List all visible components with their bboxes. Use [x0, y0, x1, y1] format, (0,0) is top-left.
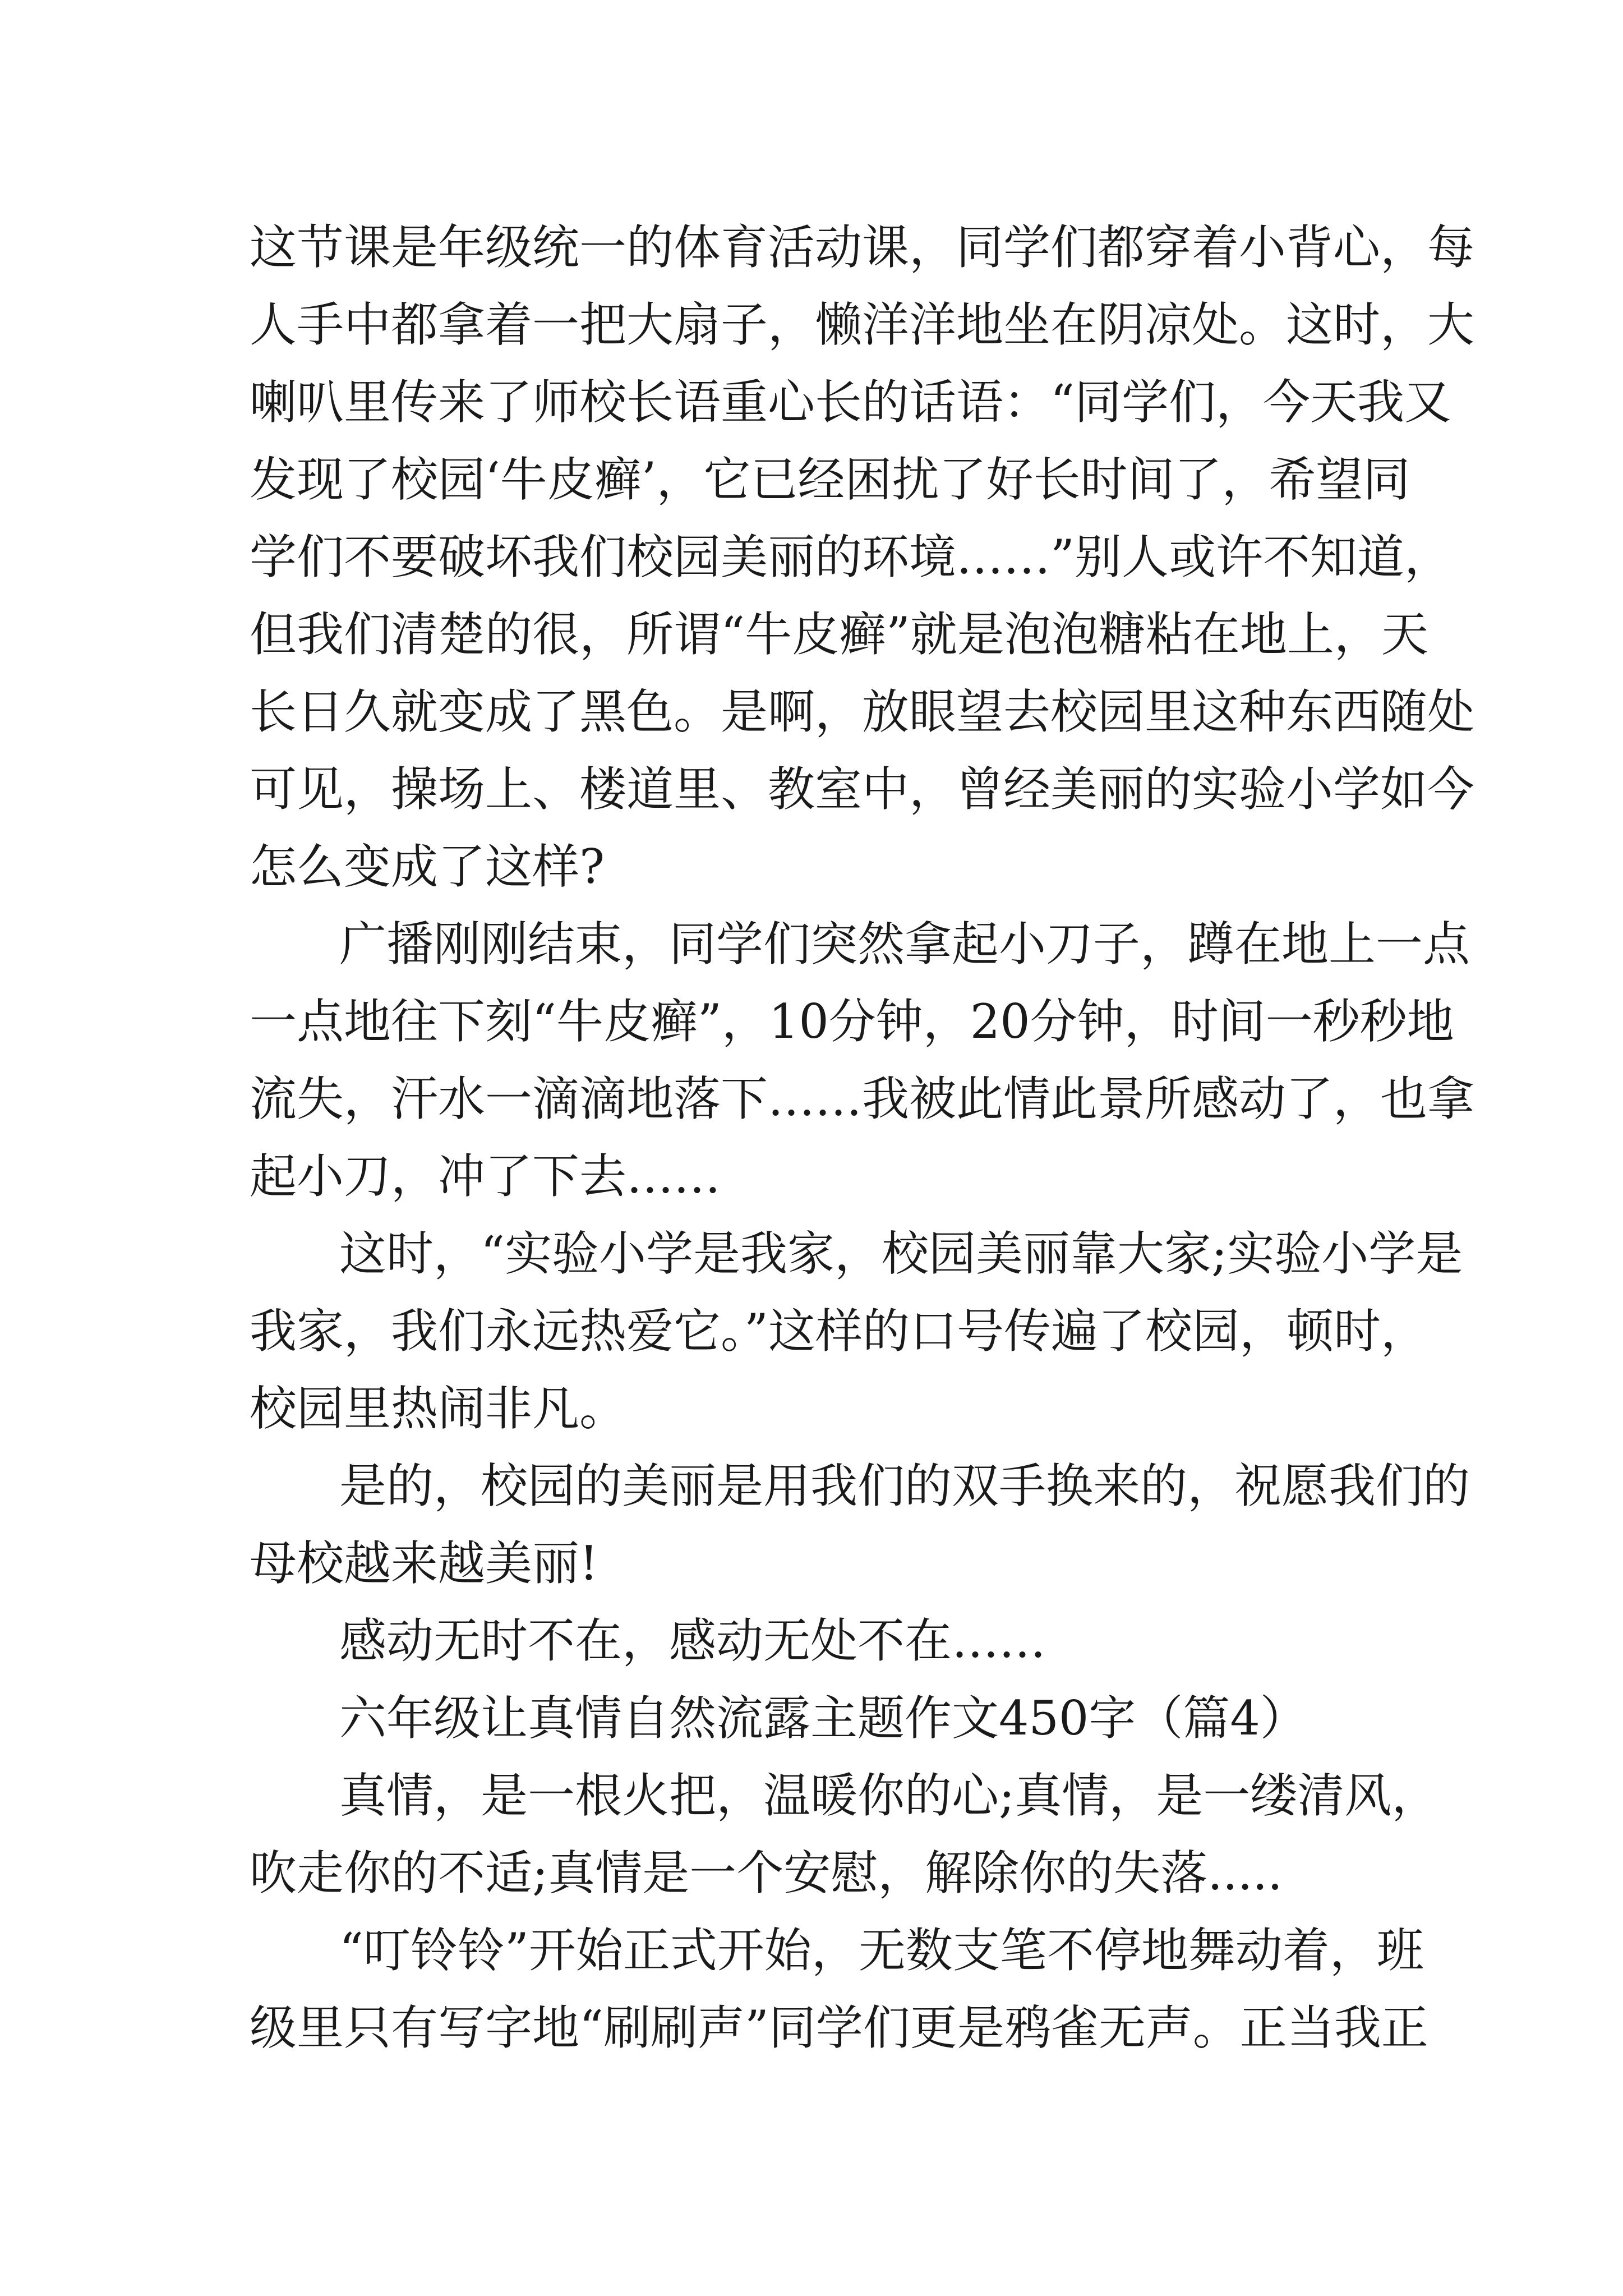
- text-line: 校园里热闹非凡。: [250, 1381, 627, 1436]
- paragraph-first-line: 真情，是一根火把，温暖你的心;真情，是一缕清风，: [339, 1768, 1439, 1823]
- text-line: 长日久就变成了黑色。是啊，放眼望去校园里这种东西随处: [250, 684, 1475, 739]
- paragraph-first-line: 广播刚刚结束，同学们突然拿起小刀子，蹲在地上一点: [339, 917, 1470, 972]
- paragraph-first-line: 这时，“实验小学是我家，校园美丽靠大家;实验小学是: [339, 1226, 1463, 1281]
- text-line: 这节课是年级统一的体育活动课，同学们都穿着小背心，每: [250, 220, 1475, 275]
- text-line: 一点地往下刻“牛皮癣”，10分钟，20分钟，时间一秒秒地: [250, 994, 1454, 1049]
- paragraph-first-line: 是的，校园的美丽是用我们的双手换来的，祝愿我们的: [339, 1458, 1470, 1513]
- text-line: 但我们清楚的很，所谓“牛皮癣”就是泡泡糖粘在地上，天: [250, 607, 1428, 662]
- text-line: 起小刀，冲了下去……: [250, 1149, 721, 1204]
- text-line: 喇叭里传来了师校长语重心长的话语：“同学们，今天我又: [250, 375, 1451, 430]
- text-line: 怎么变成了这样?: [250, 839, 605, 894]
- text-line: 我家，我们永远热爱它。”这样的口号传遍了校园，顿时，: [250, 1304, 1428, 1359]
- text-line: 学们不要破坏我们校园美丽的环境……”别人或许不知道，: [250, 530, 1451, 585]
- text-line: 母校越来越美丽!: [250, 1536, 598, 1591]
- text-line: 可见，操场上、楼道里、教室中，曾经美丽的实验小学如今: [250, 762, 1475, 817]
- text-line: 发现了校园‘牛皮癣’，它已经困扰了好长时间了，希望同: [250, 452, 1410, 507]
- paragraph-first-line: “叮铃铃”开始正式开始，无数支笔不停地舞动着，班: [339, 1923, 1424, 1978]
- text-line: 吹走你的不适;真情是一个安慰，解除你的失落.....: [250, 1846, 1283, 1901]
- essay-body: [250, 209, 1475, 2067]
- text-line: 人手中都拿着一把大扇子，懒洋洋地坐在阴凉处。这时，大: [250, 297, 1475, 352]
- paragraph-first-line: 感动无时不在，感动无处不在……: [339, 1613, 1046, 1668]
- text-line: 流失，汗水一滴滴地落下……我被此情此景所感动了，也拿: [250, 1071, 1475, 1126]
- text-line: 级里只有写字地“刷刷声”同学们更是鸦雀无声。正当我正: [250, 2000, 1428, 2055]
- section-heading: 六年级让真情自然流露主题作文450字（篇4）: [339, 1691, 1307, 1746]
